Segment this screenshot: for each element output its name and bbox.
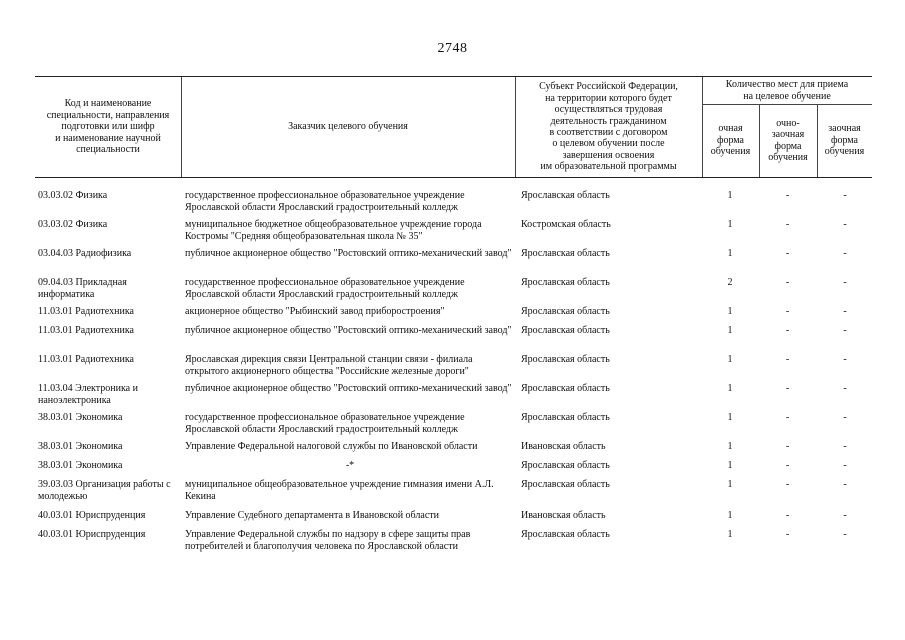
cell-part-time: - <box>785 306 790 317</box>
cell-part-time: - <box>785 529 790 540</box>
header-customer: Заказчик целевого обучения <box>288 121 408 133</box>
cell-customer: Управление Судебного департамента в Ивановской области <box>185 510 439 521</box>
cell-specialty: 40.03.01 Юриспруденция <box>38 510 146 521</box>
cell-full-time: 1 <box>727 354 733 365</box>
header-part-time: очно- заочная форма обучения <box>768 117 808 163</box>
table-header <box>35 76 872 178</box>
cell-part-time: - <box>785 354 790 365</box>
cell-specialty: 11.03.01 Радиотехника <box>38 354 134 365</box>
header-places-group: Количество мест для приема на целевое обучение <box>725 79 849 102</box>
cell-distance: - <box>843 248 847 259</box>
cell-region: Ивановская область <box>521 441 606 452</box>
cell-region: Ярославская область <box>521 306 610 317</box>
cell-full-time: 1 <box>727 441 733 452</box>
cell-region: Костромская область <box>521 219 611 230</box>
cell-region: Ярославская область <box>521 529 610 540</box>
cell-part-time: - <box>785 277 790 288</box>
page-number: 2748 <box>437 41 468 56</box>
cell-part-time: - <box>785 412 790 423</box>
cell-full-time: 2 <box>727 277 733 288</box>
cell-full-time: 1 <box>727 510 733 521</box>
cell-region: Ярославская область <box>521 354 610 365</box>
cell-customer: акционерное общество "Рыбинский завод приборостроения" <box>185 306 445 317</box>
cell-region: Ярославская область <box>521 383 610 394</box>
cell-part-time: - <box>785 479 790 490</box>
cell-customer: Управление Федеральной налоговой службы по Ивановской области <box>185 441 478 452</box>
cell-specialty: 11.03.04 Электроника и наноэлектроника <box>38 383 138 406</box>
cell-region: Ярославская область <box>521 248 610 259</box>
cell-full-time: 1 <box>727 219 733 230</box>
cell-distance: - <box>843 460 847 471</box>
cell-specialty: 11.03.01 Радиотехника <box>38 325 134 336</box>
cell-specialty: 38.03.01 Экономика <box>38 460 123 471</box>
cell-specialty: 38.03.01 Экономика <box>38 412 123 423</box>
cell-customer: государственное профессиональное образовательное учреждение Ярославской области Ярославский градостроительный колледж <box>185 277 465 300</box>
cell-distance: - <box>843 190 847 201</box>
header-distance: заочная форма обучения <box>824 123 865 158</box>
cell-specialty: 03.04.03 Радиофизика <box>38 248 132 259</box>
cell-region: Ярославская область <box>521 412 610 423</box>
cell-full-time: 1 <box>727 306 733 317</box>
cell-specialty: 39.03.03 Организация работы с молодежью <box>38 479 171 502</box>
cell-part-time: - <box>785 248 790 259</box>
cell-customer: государственное профессиональное образовательное учреждение Ярославской области Ярославский градостроительный колледж <box>185 190 465 213</box>
cell-part-time: - <box>785 441 790 452</box>
cell-distance: - <box>843 219 847 230</box>
cell-full-time: 1 <box>727 460 733 471</box>
cell-region: Ивановская область <box>521 510 606 521</box>
cell-customer: Ярославская дирекция связи Центральной станции связи - филиала открытого акционерного общества "Российские железные дороги" <box>185 354 473 377</box>
cell-part-time: - <box>785 383 790 394</box>
cell-customer: муниципальное общеобразовательное учреждение гимназия имени А.Л. Кекина <box>185 479 494 502</box>
cell-full-time: 1 <box>727 479 733 490</box>
cell-region: Ярославская область <box>521 277 610 288</box>
cell-distance: - <box>843 354 847 365</box>
cell-distance: - <box>843 529 847 540</box>
cell-part-time: - <box>785 460 790 471</box>
header-full-time: очная форма обучения <box>710 123 751 158</box>
cell-specialty: 03.03.02 Физика <box>38 219 108 230</box>
cell-customer: -* <box>345 460 355 471</box>
cell-specialty: 40.03.01 Юриспруденция <box>38 529 146 540</box>
cell-part-time: - <box>785 190 790 201</box>
cell-full-time: 1 <box>727 383 733 394</box>
cell-region: Ярославская область <box>521 190 610 201</box>
cell-specialty: 09.04.03 Прикладная информатика <box>38 277 127 300</box>
cell-distance: - <box>843 441 847 452</box>
cell-distance: - <box>843 510 847 521</box>
cell-distance: - <box>843 306 847 317</box>
cell-distance: - <box>843 325 847 336</box>
cell-distance: - <box>843 412 847 423</box>
cell-region: Ярославская область <box>521 479 610 490</box>
cell-customer: муниципальное бюджетное общеобразовательное учреждение города Костромы "Средняя общеобразовательная школа № 35" <box>185 219 482 242</box>
cell-customer: публичное акционерное общество "Ростовский оптико-механический завод" <box>185 325 512 336</box>
cell-region: Ярославская область <box>521 325 610 336</box>
cell-part-time: - <box>785 219 790 230</box>
cell-region: Ярославская область <box>521 460 610 471</box>
cell-full-time: 1 <box>727 248 733 259</box>
header-specialty: Код и наименование специальности, направления подготовки или шифр и наименование научной специальности <box>46 98 170 156</box>
cell-distance: - <box>843 277 847 288</box>
cell-specialty: 38.03.01 Экономика <box>38 441 123 452</box>
cell-specialty: 11.03.01 Радиотехника <box>38 306 134 317</box>
cell-full-time: 1 <box>727 190 733 201</box>
cell-full-time: 1 <box>727 412 733 423</box>
cell-customer: публичное акционерное общество "Ростовский оптико-механический завод" <box>185 383 512 394</box>
cell-distance: - <box>843 383 847 394</box>
cell-full-time: 1 <box>727 325 733 336</box>
cell-specialty: 03.03.02 Физика <box>38 190 108 201</box>
cell-customer: публичное акционерное общество "Ростовский оптико-механический завод" <box>185 248 512 259</box>
cell-full-time: 1 <box>727 529 733 540</box>
cell-distance: - <box>843 479 847 490</box>
header-region: Субъект Российской Федерации, на территории которого будет осуществляться трудовая деятельность гражданином в соответствии с договором о целевом обучении после завершения освоения им образовательной программы <box>539 81 678 173</box>
cell-part-time: - <box>785 325 790 336</box>
cell-customer: Управление Федеральной службы по надзору в сфере защиты прав потребителей и благополучия человека по Ярославской области <box>185 529 471 552</box>
cell-part-time: - <box>785 510 790 521</box>
cell-customer: государственное профессиональное образовательное учреждение Ярославской области Ярославский градостроительный колледж <box>185 412 465 435</box>
